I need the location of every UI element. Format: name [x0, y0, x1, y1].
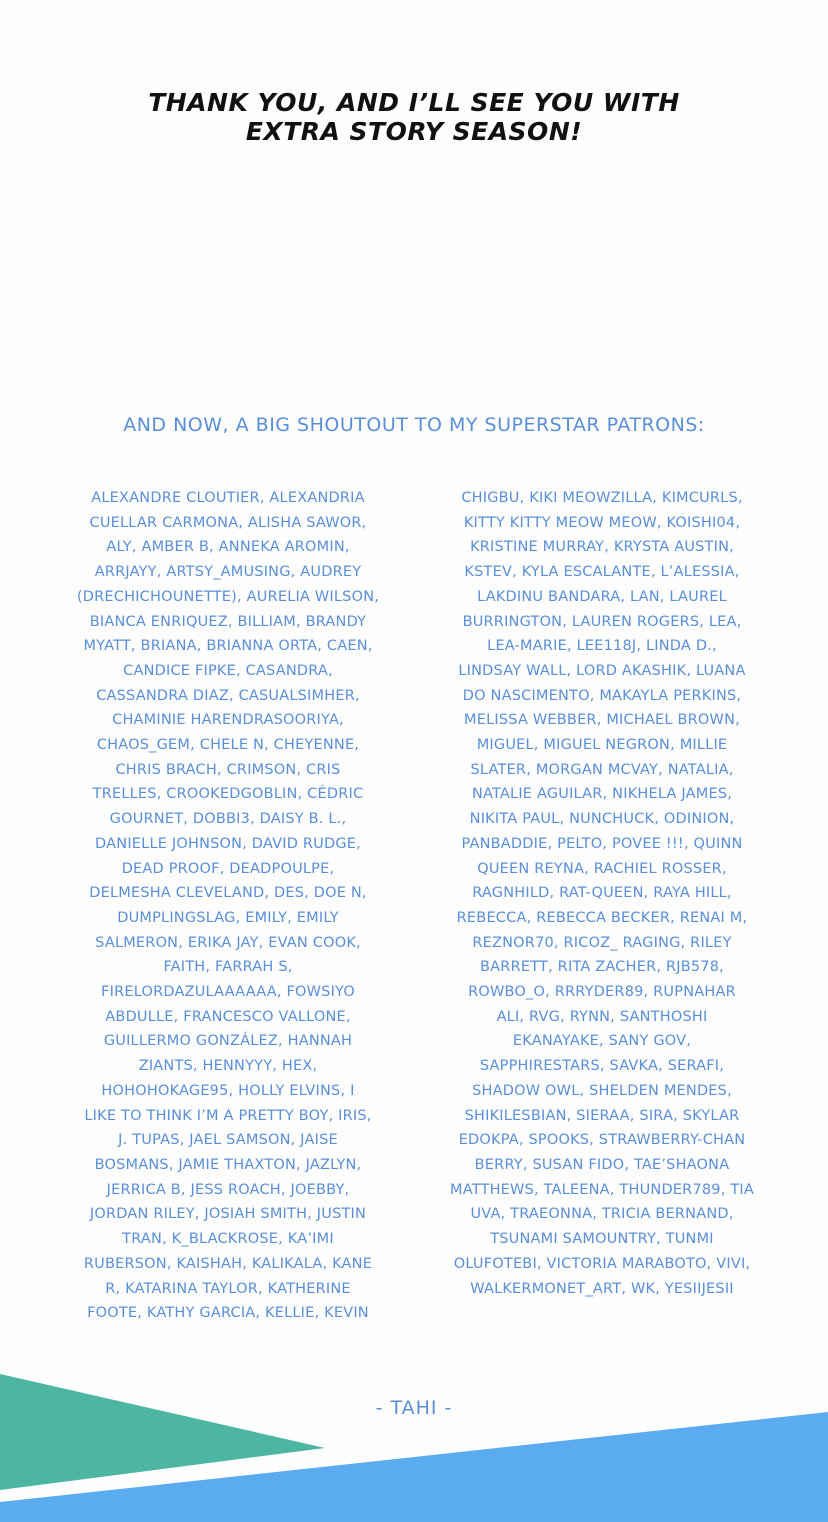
patron-line: ALEXANDRE CLOUTIER, ALEXANDRIA	[91, 490, 365, 506]
patron-line: HOHOHOKAGE95, HOLLY ELVINS, I	[101, 1082, 355, 1099]
patron-line: CHIGBU, KIKI MEOWZILLA, KIMCURLS,	[461, 490, 743, 506]
patron-list-left	[48, 486, 408, 1326]
patron-line: LAKDINU BANDARA, LAN, LAUREL	[477, 588, 727, 605]
patron-line: R, KATARINA TAYLOR, KATHERINE	[105, 1280, 351, 1297]
patron-line: SAPPHIRESTARS, SAVKA, SERAFI,	[479, 1058, 725, 1075]
patron-line: UVA, TRAEONNA, TRICIA BERNAND,	[470, 1206, 734, 1223]
patron-line: SHADOW OWL, SHELDEN MENDES,	[472, 1082, 732, 1099]
patron-line: CUELLAR CARMONA, ALISHA SAWOR,	[89, 514, 367, 531]
patron-line: DO NASCIMENTO, MAKAYLA PERKINS,	[462, 687, 742, 704]
patron-line: SHIKILESBIAN, SIERAA, SIRA, SKYLAR	[464, 1107, 740, 1124]
patron-line: GUILLERMO GONZÁLEZ, HANNAH	[103, 1033, 353, 1050]
patron-line: DEAD PROOF, DEADPOULPE,	[121, 860, 335, 877]
patron-line: CHAOS_GEM, CHELE N, CHEYENNE,	[96, 737, 360, 754]
patron-line: BERRY, SUSAN FIDO, TAE’SHAONA	[474, 1156, 730, 1173]
patron-line: LEA-MARIE, LEE118J, LINDA D.,	[487, 638, 717, 655]
patron-line: NATALIE AGUILAR, NIKHELA JAMES,	[471, 786, 733, 803]
page-title	[0, 88, 828, 146]
patron-line: (DRECHICHOUNETTE), AURELIA WILSON,	[76, 588, 380, 605]
patron-line: ALI, RVG, RYNN, SANTHOSHI	[496, 1008, 708, 1025]
patron-line: JERRICA B, JESS ROACH, JOEBBY,	[106, 1181, 350, 1198]
patron-line: BOSMANS, JAMIE THAXTON, JAZLYN,	[94, 1156, 362, 1173]
patron-line: CASSANDRA DIAZ, CASUALSIMHER,	[96, 687, 360, 704]
patron-line: RAGNHILD, RAT-QUEEN, RAYA HILL,	[472, 885, 732, 902]
patron-line: FOOTE, KATHY GARCIA, KELLIE, KEVIN	[87, 1305, 369, 1322]
patron-line: BURRINGTON, LAUREN ROGERS, LEA,	[462, 613, 742, 630]
patron-line: RUBERSON, KAISHAH, KALIKALA, KANE	[83, 1255, 373, 1272]
patron-line: CHRIS BRACH, CRIMSON, CRIS	[115, 761, 341, 778]
patron-line: SALMERON, ERIKA JAY, EVAN COOK,	[95, 934, 361, 951]
decorative-shapes	[0, 1360, 828, 1522]
patron-line: BIANCA ENRIQUEZ, BILLIAM, BRANDY	[89, 613, 367, 630]
patron-line: DELMESHA CLEVELAND, DES, DOE N,	[89, 885, 367, 902]
patron-line: CANDICE FIPKE, CASANDRA,	[123, 662, 333, 679]
patron-line: REZNOR70, RICOZ_ RAGING, RILEY	[472, 934, 732, 951]
patron-line: WALKERMONET_ART, WK, YESIIJESII	[470, 1280, 734, 1297]
patron-line: KITTY KITTY MEOW MEOW, KOISHI04,	[463, 514, 741, 531]
patron-line: MYATT, BRIANA, BRIANNA ORTA, CAEN,	[83, 638, 373, 655]
patron-list-right	[422, 486, 782, 1301]
patron-line: EDOKPA, SPOOKS, STRAWBERRY-CHAN	[458, 1132, 746, 1149]
patron-line: TSUNAMI SAMOUNTRY, TUNMI	[490, 1231, 714, 1248]
patron-line: ROWBO_O, RRRYDER89, RUPNAHAR	[468, 984, 736, 1001]
patron-line: MELISSA WEBBER, MICHAEL BROWN,	[464, 712, 740, 729]
patron-line: DUMPLINGSLAG, EMILY, EMILY	[117, 909, 339, 926]
patron-line: JORDAN RILEY, JOSIAH SMITH, JUSTIN	[89, 1206, 367, 1223]
patron-line: TRAN, K_BLACKROSE, KA’IMI	[122, 1231, 334, 1248]
author-signature: - TAHI -	[375, 1397, 453, 1419]
patron-line: PANBADDIE, PELTO, POVEE !!!, QUINN	[461, 835, 743, 852]
patron-line: NIKITA PAUL, NUNCHUCK, ODINION,	[469, 811, 735, 828]
patron-line: SLATER, MORGAN MCVAY, NATALIA,	[470, 761, 734, 778]
patron-line: ABDULLE, FRANCESCO VALLONE,	[105, 1008, 351, 1025]
patron-line: MATTHEWS, TALEENA, THUNDER789, TIA	[450, 1181, 754, 1198]
patron-line: GOURNET, DOBBI3, DAISY B. L.,	[109, 811, 347, 828]
patron-line: ARRJAYY, ARTSY_AMUSING, AUDREY	[94, 564, 362, 581]
patron-line: EKANAYAKE, SANY GOV,	[512, 1033, 692, 1050]
patron-line: FIRELORDAZULAAAAAA, FOWSIYO	[101, 984, 355, 1001]
title-line-1: THANK YOU, AND I’LL SEE YOU WITH	[148, 88, 680, 117]
patron-line: DANIELLE JOHNSON, DAVID RUDGE,	[95, 835, 361, 852]
patron-line: ALY, AMBER B, ANNEKA AROMIN,	[106, 539, 350, 556]
title-line-2: EXTRA STORY SEASON!	[245, 117, 583, 146]
patron-line: KRISTINE MURRAY, KRYSTA AUSTIN,	[470, 539, 734, 556]
patron-line: OLUFOTEBI, VICTORIA MARABOTO, VIVI,	[453, 1255, 751, 1272]
patron-line: REBECCA, REBECCA BECKER, RENAI M,	[456, 909, 748, 926]
patron-line: BARRETT, RITA ZACHER, RJB578,	[480, 959, 724, 976]
patrons-heading: AND NOW, A BIG SHOUTOUT TO MY SUPERSTAR PATRONS:	[123, 414, 705, 436]
patron-line: J. TUPAS, JAEL SAMSON, JAISE	[118, 1132, 338, 1149]
patron-line: MIGUEL, MIGUEL NEGRON, MILLIE	[476, 737, 728, 754]
patron-line: CHAMINIE HARENDRASOORIYA,	[112, 712, 344, 729]
patron-line: QUEEN REYNA, RACHIEL ROSSER,	[477, 860, 727, 877]
patron-line: ZIANTS, HENNYYY, HEX,	[138, 1058, 318, 1075]
patron-line: FAITH, FARRAH S,	[163, 959, 293, 976]
patron-line: LIKE TO THINK I’M A PRETTY BOY, IRIS,	[84, 1107, 372, 1124]
patron-line: KSTEV, KYLA ESCALANTE, L’ALESSIA,	[464, 564, 740, 581]
patron-line: TRELLES, CROOKEDGOBLIN, CÉDRIC	[92, 786, 364, 803]
patron-line: LINDSAY WALL, LORD AKASHIK, LUANA	[458, 662, 746, 679]
